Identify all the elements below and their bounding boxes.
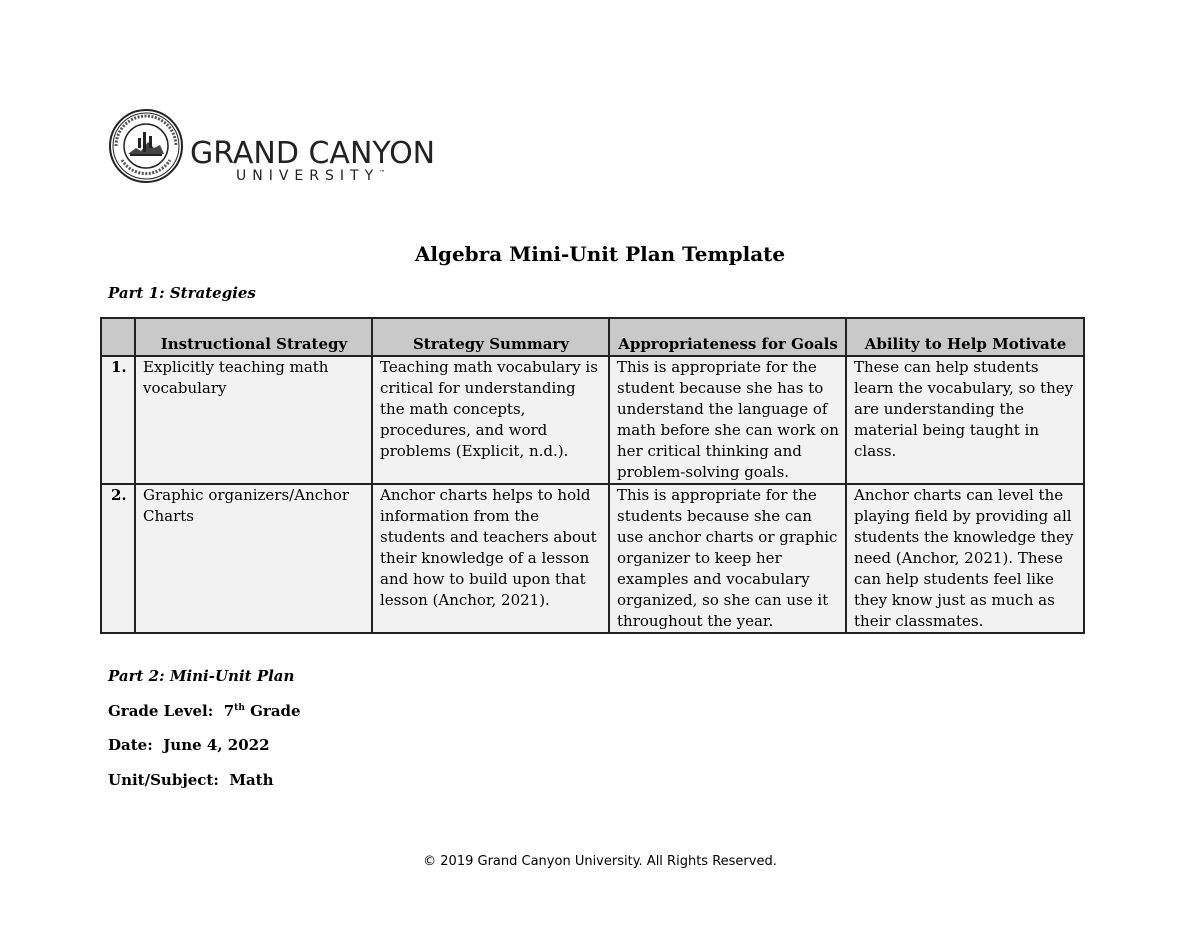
unit-subject-line <box>108 771 274 789</box>
header-strategy-summary: Strategy Summary <box>372 318 609 356</box>
page-title: Algebra Mini-Unit Plan Template <box>414 242 786 266</box>
unit-subject-value: Math <box>229 771 274 789</box>
table-row <box>101 356 1084 484</box>
cell-strategy: Explicitly teaching math vocabulary <box>135 356 372 484</box>
cell-motivate: Anchor charts can level the playing field by providing all students the knowledge they need (Anchor, 2021). These can help students feel like they know just as much as their classmates. <box>846 484 1084 633</box>
date-line <box>108 736 270 754</box>
table-row <box>101 484 1084 633</box>
cell-appropriateness: This is appropriate for the students because she can use anchor charts or graphic organizer to keep her examples and vocabulary organized, so she can use it throughout the year. <box>609 484 846 633</box>
grade-level-label: Grade Level: <box>108 702 214 720</box>
gcu-logo <box>108 108 448 188</box>
grade-suffix: th <box>234 703 245 713</box>
header-number <box>101 318 135 356</box>
grade-number: 7 <box>223 702 235 720</box>
grade-word: Grade <box>250 702 301 720</box>
cell-motivate: These can help students learn the vocabulary, so they are understanding the material being taught in class. <box>846 356 1084 484</box>
cell-strategy: Graphic organizers/Anchor Charts <box>135 484 372 633</box>
cell-summary: Teaching math vocabulary is critical for understanding the math concepts, procedures, and word problems (Explicit, n.d.). <box>372 356 609 484</box>
header-ability-motivate: Ability to Help Motivate <box>846 318 1084 356</box>
header-appropriateness: Appropriateness for Goals <box>609 318 846 356</box>
header-instructional-strategy: Instructional Strategy <box>135 318 372 356</box>
grade-level-line <box>108 702 301 720</box>
cell-appropriateness: This is appropriate for the student because she has to understand the language of math before she can work on her critical thinking and problem-solving goals. <box>609 356 846 484</box>
logo-wordmark-line1: GRAND CANYON <box>190 136 436 171</box>
row-number: 1. <box>101 356 135 484</box>
date-value: June 4, 2022 <box>163 736 270 754</box>
part2-heading: Part 2: Mini-Unit Plan <box>108 667 295 685</box>
footer-copyright: © 2019 Grand Canyon University. All Rights Reserved. <box>423 854 777 869</box>
logo-wordmark-line2: UNIVERSITY™ <box>236 168 386 184</box>
gcu-seal-icon <box>108 108 184 184</box>
date-label: Date: <box>108 736 153 754</box>
strategies-table <box>100 317 1085 634</box>
part1-heading: Part 1: Strategies <box>108 284 256 302</box>
table-header-row <box>101 318 1084 356</box>
row-number: 2. <box>101 484 135 633</box>
unit-subject-label: Unit/Subject: <box>108 771 219 789</box>
cell-summary: Anchor charts helps to hold information from the students and teachers about their knowledge of a lesson and how to build upon that lesson (Anchor, 2021). <box>372 484 609 633</box>
